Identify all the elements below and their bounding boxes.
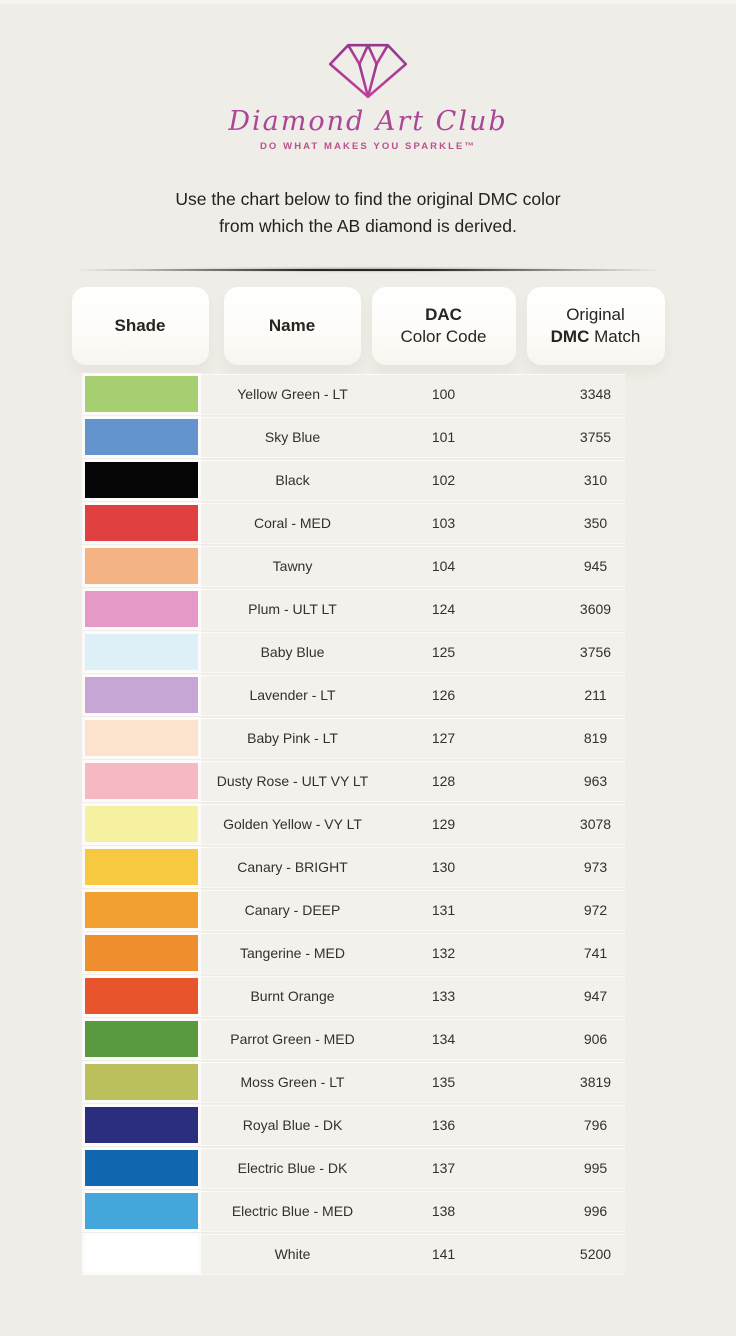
table-row <box>85 719 625 758</box>
row-dmc-match: 3609 <box>579 601 612 618</box>
row-name: Coral - MED <box>253 515 331 532</box>
row-name: Yellow Green - LT <box>237 386 348 403</box>
table-row <box>85 977 625 1016</box>
shade-swatch <box>85 978 198 1014</box>
table-row <box>85 461 625 500</box>
row-dac-code: 124 <box>431 601 456 618</box>
row-dmc-match: 350 <box>583 515 608 532</box>
row-dmc-match: 3755 <box>579 429 612 446</box>
shade-swatch <box>85 849 198 885</box>
intro-text <box>0 186 736 240</box>
header-dmc-line2-bold: DMC <box>550 327 590 347</box>
shade-swatch <box>85 763 198 799</box>
header-shade-label: Shade <box>114 316 166 336</box>
row-dmc-match: 310 <box>583 472 608 489</box>
header-dmc-line2-rest-text: Match <box>594 327 641 347</box>
row-dmc-match: 996 <box>583 1203 608 1220</box>
row-dac-code: 132 <box>431 945 456 962</box>
table-row <box>85 504 625 543</box>
row-dmc-match: 906 <box>583 1031 608 1048</box>
header-original-dmc-match <box>527 287 665 365</box>
row-name: Tangerine - MED <box>239 945 346 962</box>
shade-swatch <box>85 935 198 971</box>
table-row <box>85 1235 625 1274</box>
table-row <box>85 418 625 457</box>
header-name <box>224 287 361 365</box>
row-name: Burnt Orange <box>250 988 335 1005</box>
table-row <box>85 805 625 844</box>
row-name: Canary - DEEP <box>244 902 341 919</box>
shade-swatch <box>85 806 198 842</box>
color-chart-table <box>72 287 665 1274</box>
shade-swatch <box>85 1193 198 1229</box>
brand-name: Diamond Art Club <box>228 106 508 137</box>
row-dac-code: 129 <box>431 816 456 833</box>
row-name: Plum - ULT LT <box>248 601 337 618</box>
row-name: Baby Pink - LT <box>247 730 338 747</box>
table-row <box>85 676 625 715</box>
table-row <box>85 762 625 801</box>
shade-swatch <box>85 720 198 756</box>
row-name: Royal Blue - DK <box>242 1117 343 1134</box>
header-name-label: Name <box>268 316 316 336</box>
brand-tagline: DO WHAT MAKES YOU SPARKLE™ <box>259 141 477 152</box>
header-dmc-line1: Original <box>566 305 625 325</box>
shade-swatch <box>85 634 198 670</box>
section-divider <box>68 266 668 273</box>
table-header-row <box>72 287 665 365</box>
row-dac-code: 141 <box>431 1246 456 1263</box>
row-dac-code: 104 <box>431 558 456 575</box>
row-name: Baby Blue <box>260 644 325 661</box>
row-dac-code: 136 <box>431 1117 456 1134</box>
shade-swatch <box>85 1236 198 1272</box>
row-dmc-match: 5200 <box>579 1246 612 1263</box>
row-name: Dusty Rose - ULT VY LT <box>216 773 369 790</box>
row-name: Electric Blue - DK <box>237 1160 348 1177</box>
table-row <box>85 848 625 887</box>
row-dac-code: 137 <box>431 1160 456 1177</box>
row-name: Tawny <box>272 558 313 575</box>
row-name: White <box>274 1246 311 1263</box>
row-dac-code: 126 <box>431 687 456 704</box>
row-dac-code: 134 <box>431 1031 456 1048</box>
shade-swatch <box>85 548 198 584</box>
row-dac-code: 138 <box>431 1203 456 1220</box>
row-name: Electric Blue - MED <box>231 1203 354 1220</box>
row-dac-code: 131 <box>431 902 456 919</box>
shade-swatch <box>85 376 198 412</box>
table-row <box>85 375 625 414</box>
table-row <box>85 1063 625 1102</box>
header-dac-line2: Color Code <box>400 327 487 347</box>
row-dac-code: 135 <box>431 1074 456 1091</box>
table-row <box>85 1192 625 1231</box>
table-row <box>85 934 625 973</box>
brand-logo <box>0 4 736 152</box>
row-dmc-match: 741 <box>583 945 608 962</box>
intro-line-1: Use the chart below to find the original DMC color <box>175 189 561 209</box>
row-dmc-match: 995 <box>583 1160 608 1177</box>
row-dmc-match: 945 <box>583 558 608 575</box>
shade-swatch <box>85 1107 198 1143</box>
diamond-icon <box>325 40 411 102</box>
table-row <box>85 590 625 629</box>
row-name: Parrot Green - MED <box>230 1031 355 1048</box>
row-dmc-match: 963 <box>583 773 608 790</box>
row-dac-code: 130 <box>431 859 456 876</box>
header-dac-line1: DAC <box>425 305 462 325</box>
row-dac-code: 101 <box>431 429 456 446</box>
row-name: Lavender - LT <box>249 687 336 704</box>
row-dmc-match: 796 <box>583 1117 608 1134</box>
shade-swatch <box>85 1064 198 1100</box>
intro-line-2: from which the AB diamond is derived. <box>219 216 517 237</box>
row-dac-code: 128 <box>431 773 456 790</box>
row-dmc-match: 947 <box>583 988 608 1005</box>
table-row <box>85 1149 625 1188</box>
shade-swatch <box>85 505 198 541</box>
header-shade <box>72 287 209 365</box>
row-dmc-match: 211 <box>584 687 607 704</box>
table-row <box>85 633 625 672</box>
row-name: Golden Yellow - VY LT <box>223 816 362 833</box>
row-dmc-match: 3078 <box>579 816 612 833</box>
row-dmc-match: 819 <box>583 730 608 747</box>
row-dac-code: 103 <box>431 515 456 532</box>
header-dmc-line2 <box>551 326 641 348</box>
shade-swatch <box>85 591 198 627</box>
row-name: Black <box>275 472 310 489</box>
table-row <box>85 1106 625 1145</box>
header-dac-color-code <box>372 287 516 365</box>
shade-swatch <box>85 677 198 713</box>
row-dmc-match: 972 <box>583 902 608 919</box>
table-row <box>85 891 625 930</box>
row-dac-code: 127 <box>431 730 456 747</box>
shade-swatch <box>85 419 198 455</box>
row-dac-code: 100 <box>431 386 456 403</box>
shade-swatch <box>85 462 198 498</box>
row-name: Sky Blue <box>264 429 321 446</box>
row-dac-code: 102 <box>431 472 456 489</box>
row-dmc-match: 973 <box>583 859 608 876</box>
row-dac-code: 133 <box>431 988 456 1005</box>
row-dmc-match: 3756 <box>579 644 612 661</box>
table-body <box>72 375 665 1274</box>
shade-swatch <box>85 1150 198 1186</box>
row-dmc-match: 3348 <box>579 386 612 403</box>
shade-swatch <box>85 892 198 928</box>
table-row <box>85 547 625 586</box>
row-dac-code: 125 <box>431 644 456 661</box>
row-name: Canary - BRIGHT <box>237 859 348 876</box>
row-dmc-match: 3819 <box>579 1074 612 1091</box>
row-name: Moss Green - LT <box>240 1074 345 1091</box>
table-row <box>85 1020 625 1059</box>
shade-swatch <box>85 1021 198 1057</box>
